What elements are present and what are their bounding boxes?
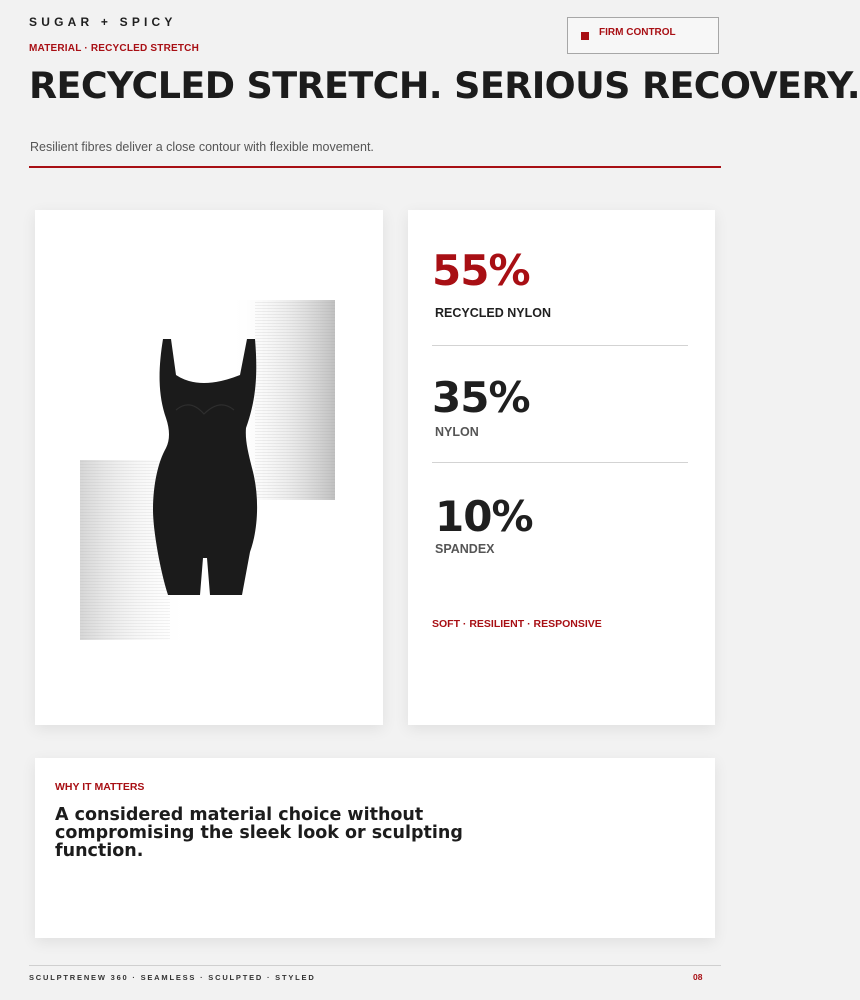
- stat-divider: [432, 462, 688, 463]
- material-tagline: SOFT · RESILIENT · RESPONSIVE: [432, 618, 602, 630]
- why-it-matters-card: [35, 758, 715, 938]
- badge-label: FIRM CONTROL: [599, 27, 676, 38]
- page-subtitle: Resilient fibres deliver a close contour with flexible movement.: [30, 140, 374, 154]
- why-label: WHY IT MATTERS: [55, 781, 145, 793]
- stat-value-nylon: 35%: [432, 373, 530, 422]
- footer-divider: [29, 965, 721, 966]
- composition-card: [408, 210, 715, 725]
- stat-label-nylon: NYLON: [435, 425, 479, 439]
- firm-control-badge: [567, 17, 719, 54]
- stat-divider: [432, 345, 688, 346]
- page-headline: RECYCLED STRETCH. SERIOUS RECOVERY.: [29, 64, 860, 107]
- brand-name: SUGAR + SPICY: [29, 15, 177, 29]
- product-image-card: [35, 210, 383, 725]
- page-number: 08: [693, 972, 703, 982]
- why-text: A considered material choice without compromising the sleek look or sculpting function.: [55, 805, 463, 861]
- badge-square-icon: [581, 32, 589, 40]
- bodysuit-image: [80, 290, 335, 640]
- section-eyebrow: MATERIAL · RECYCLED STRETCH: [29, 43, 200, 54]
- stat-label-recycled-nylon: RECYCLED NYLON: [435, 306, 551, 320]
- stat-value-spandex: 10%: [435, 492, 533, 541]
- stat-label-spandex: SPANDEX: [435, 542, 495, 556]
- stat-value-recycled-nylon: 55%: [432, 246, 530, 295]
- footer-tagline: SCULPTRENEW 360 · SEAMLESS · SCULPTED · STYLED: [29, 973, 316, 982]
- header-divider: [29, 166, 721, 168]
